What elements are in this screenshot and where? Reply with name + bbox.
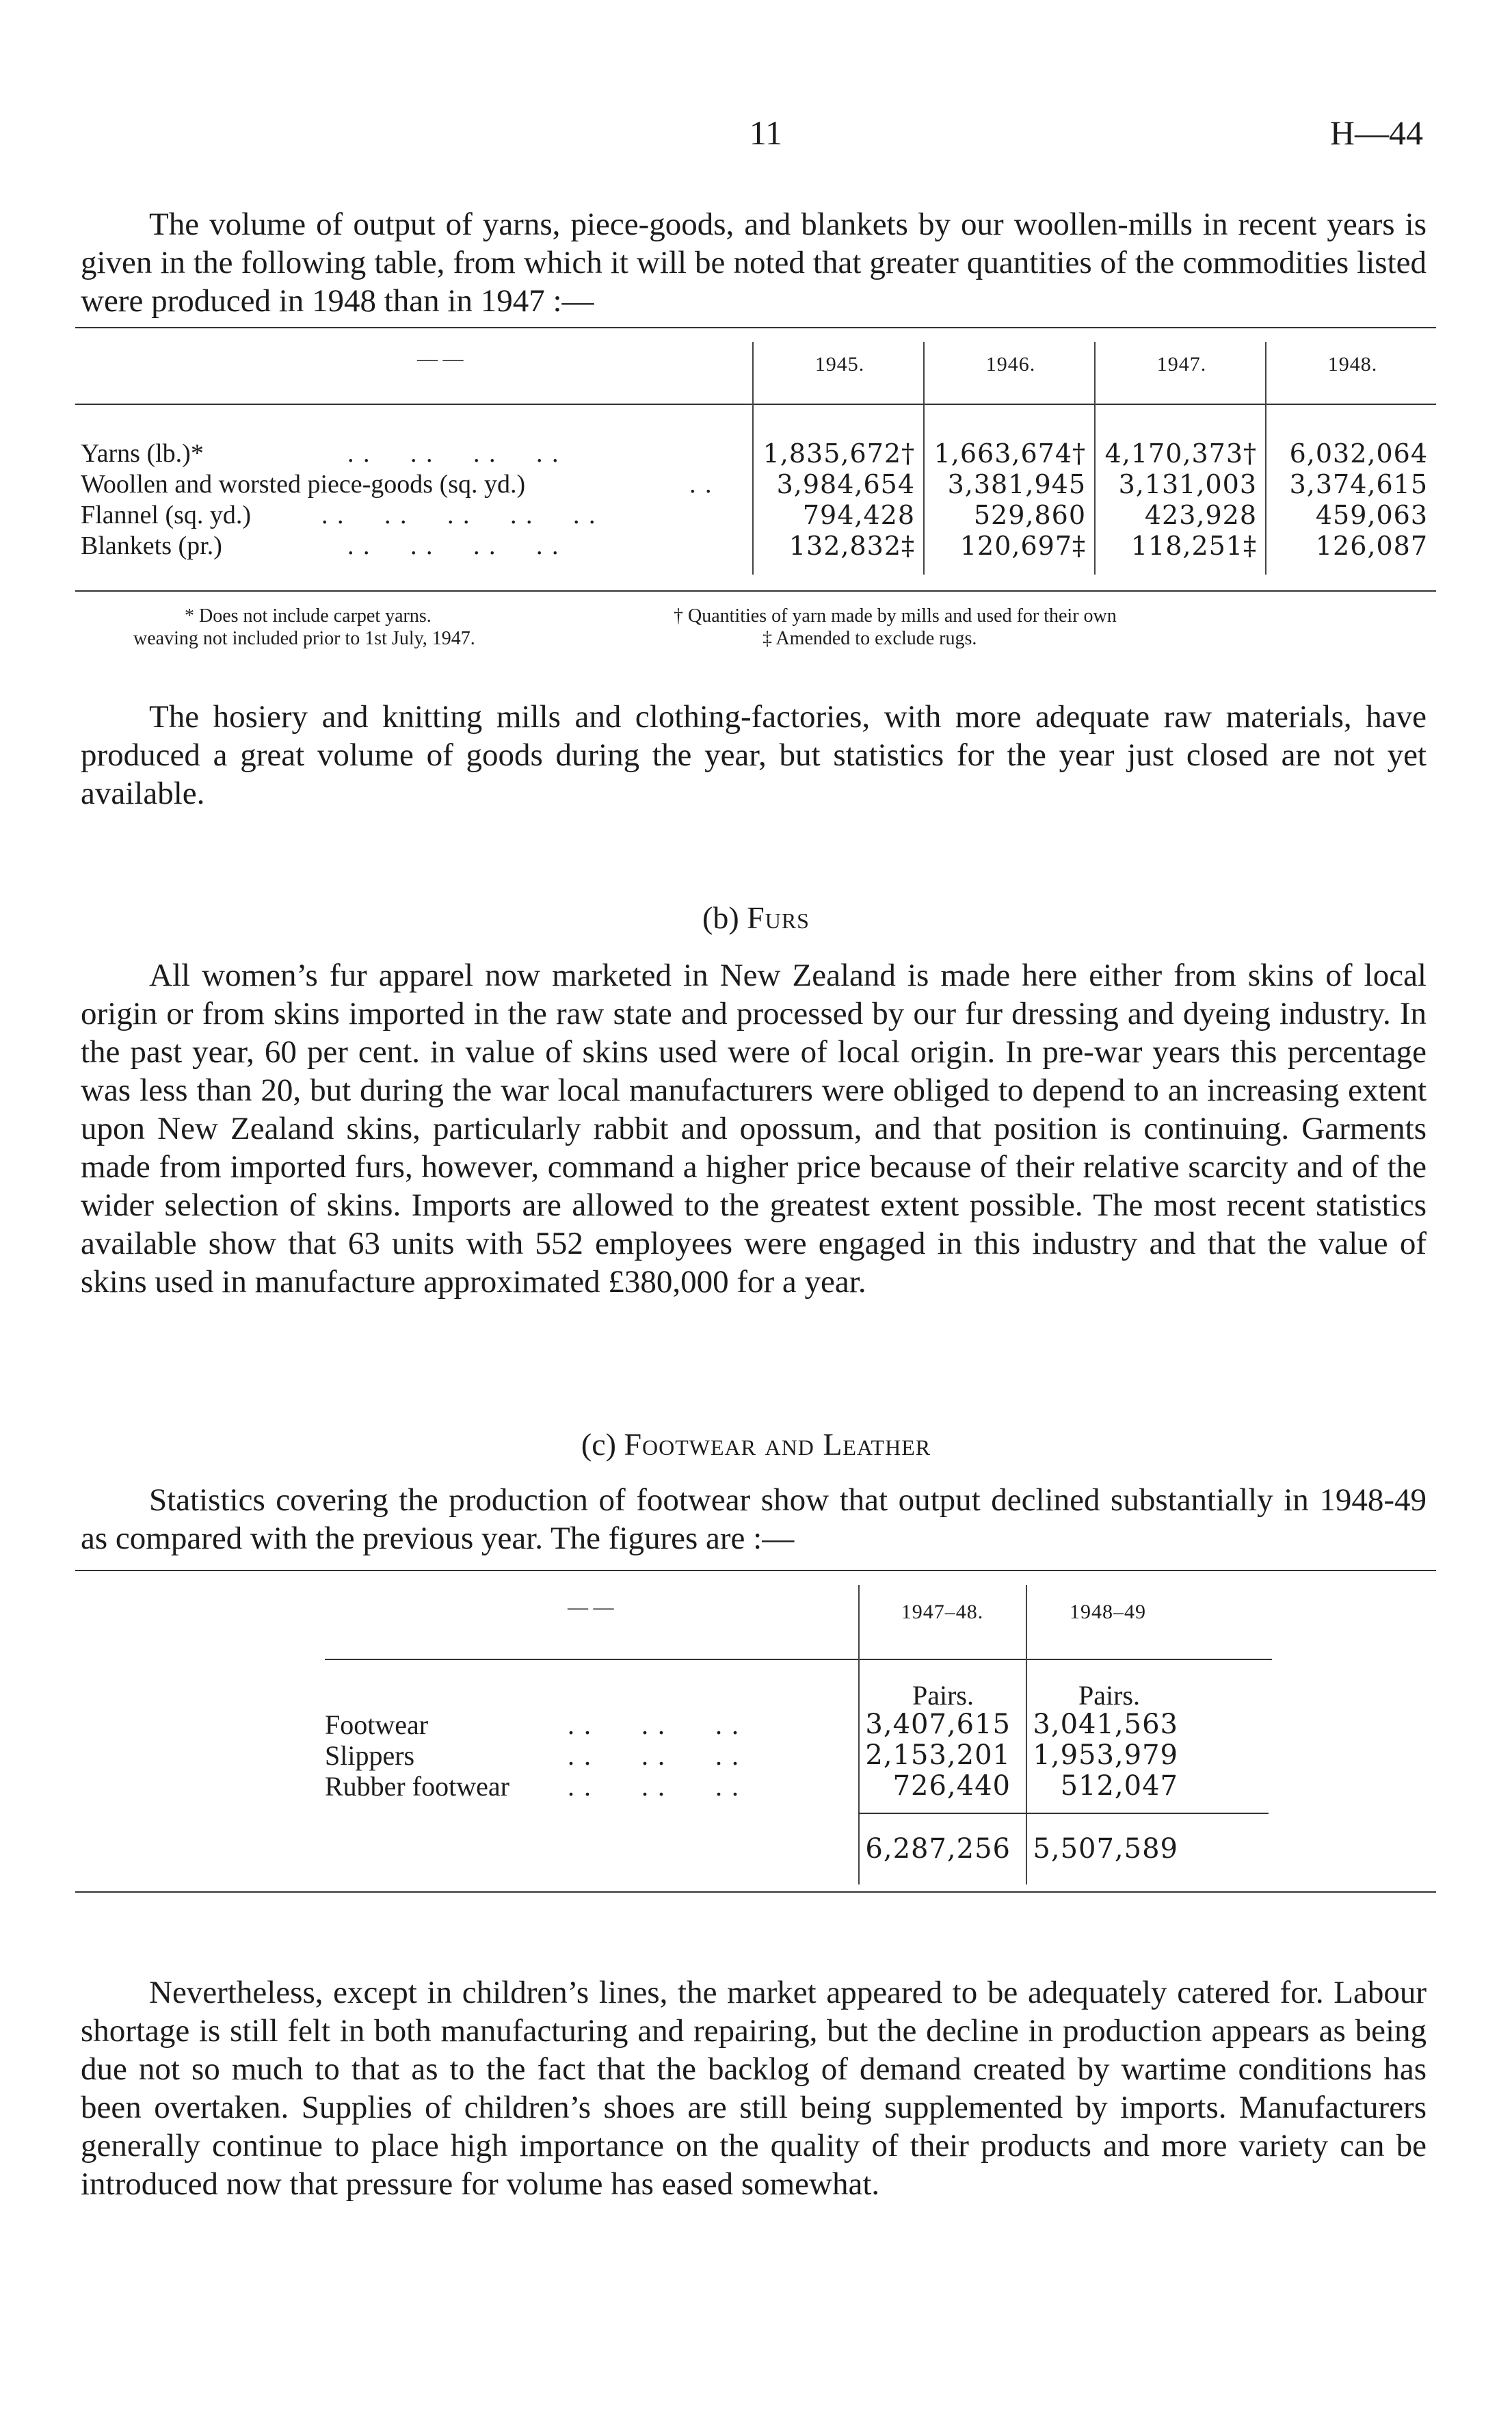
- total-cell: 5,507,589: [1033, 1833, 1178, 1865]
- table-cell: 4,170,373†: [1104, 438, 1257, 469]
- table-cell: 794,428: [802, 500, 915, 530]
- leader-dots: . . . . . .: [568, 1740, 740, 1771]
- table-cell: 132,832‡: [788, 531, 915, 561]
- total-cell: 6,287,256: [865, 1833, 1011, 1865]
- column-header-1947-48: 1947–48.: [901, 1601, 984, 1623]
- leader-dots: . . . . . .: [568, 1709, 740, 1740]
- table-cell: 3,374,615: [1289, 469, 1428, 499]
- row-label-woollen-worsted: Woollen and worsted piece-goods (sq. yd.): [81, 470, 526, 499]
- footnote-carpet-yarns: * Does not include carpet yarns.: [185, 605, 432, 627]
- leader-dots: . . . . . . . . . .: [321, 501, 597, 529]
- woollen-output-table: [75, 327, 1436, 594]
- column-divider: [858, 1585, 860, 1884]
- table-blank-header: — —: [417, 347, 464, 370]
- table-cell: 3,381,945: [947, 469, 1086, 499]
- table-top-rule: [75, 327, 1436, 328]
- hosiery-paragraph: The hosiery and knitting mills and clothing-factories, with more adequate raw materials, have produced a great volume of goods during the year, but statistics for the year just closed are not yet available.: [81, 699, 1427, 811]
- table-cell: 1,663,674†: [933, 438, 1086, 469]
- table-bottom-rule: [75, 590, 1436, 592]
- section-prefix: (b): [702, 900, 739, 935]
- footnote-amended-rugs: ‡ Amended to exclude rugs.: [762, 628, 977, 649]
- column-divider: [1265, 342, 1266, 575]
- page-number: 11: [749, 114, 783, 152]
- table-cell: 3,131,003: [1118, 469, 1257, 499]
- table-cell: 3,041,563: [1033, 1709, 1178, 1740]
- footwear-heading: [0, 1426, 1512, 1462]
- section-prefix: (c): [581, 1427, 616, 1462]
- leader-dots: . .: [689, 470, 713, 499]
- table-cell: 512,047: [1060, 1770, 1178, 1802]
- row-label-footwear: Footwear: [325, 1709, 429, 1740]
- column-header-1945: 1945.: [814, 353, 865, 376]
- column-divider: [1026, 1585, 1027, 1884]
- table-header-rule: [75, 404, 1436, 405]
- table-cell: 6,032,064: [1289, 438, 1428, 469]
- leader-dots: . . . . . .: [568, 1771, 740, 1802]
- leader-dots: . . . . . . . .: [347, 531, 560, 560]
- leader-dots: . . . . . . . .: [347, 439, 560, 468]
- table-blank-header: — —: [568, 1596, 614, 1618]
- footnote-yarn-quantities: † Quantities of yarn made by mills and used for their own: [674, 605, 1117, 627]
- table-cell: 529,860: [973, 500, 1086, 530]
- closing-paragraph: Nevertheless, except in children’s lines, the market appeared to be adequately catered for. Labour shortage is still felt in both manufacturing and repairing, but the decline in production appears as being due not so much to that as to the fact that the backlog of demand created by wartime conditions has been overtaken. Supplies of children’s shoes are still being supplemented by imports. Manufacturers generally continue to place high importance on the quality of their products and more variety can be introduced now that pressure for volume has eased somewhat.: [81, 1975, 1427, 2202]
- row-label-blankets: Blankets (pr.): [81, 531, 222, 560]
- row-label-yarns: Yarns (lb.)*: [81, 439, 204, 468]
- column-header-1946: 1946.: [985, 353, 1036, 376]
- document-reference: H—44: [1329, 114, 1423, 152]
- table-cell: 1,953,979: [1033, 1739, 1178, 1771]
- table-cell: 3,407,615: [865, 1709, 1011, 1740]
- table-cell: 120,697‡: [959, 531, 1086, 561]
- row-label-slippers: Slippers: [325, 1740, 415, 1771]
- table-cell: 2,153,201: [865, 1739, 1011, 1771]
- table-header-rule: [325, 1659, 1272, 1660]
- table-top-rule: [75, 1570, 1436, 1571]
- row-label-rubber-footwear: Rubber footwear: [325, 1771, 509, 1802]
- table-cell: 3,984,654: [776, 469, 915, 499]
- column-header-1948-49: 1948–49: [1070, 1601, 1146, 1623]
- column-header-1947: 1947.: [1156, 353, 1207, 376]
- column-divider: [923, 342, 925, 575]
- table-cell: 126,087: [1315, 531, 1428, 561]
- table-cell: 459,063: [1315, 500, 1428, 530]
- unit-label-pairs: Pairs.: [912, 1680, 974, 1711]
- table-cell: 118,251‡: [1130, 531, 1257, 561]
- row-label-flannel: Flannel (sq. yd.): [81, 501, 252, 529]
- column-divider: [752, 342, 754, 575]
- table-cell: 726,440: [892, 1770, 1011, 1802]
- table-cell: 1,835,672†: [762, 438, 915, 469]
- table-cell: 423,928: [1144, 500, 1257, 530]
- section-title: Furs: [747, 900, 810, 935]
- column-divider: [1094, 342, 1096, 575]
- totals-rule: [858, 1813, 1269, 1814]
- footwear-paragraph: Statistics covering the production of footwear show that output declined substantially in 1948-49 as compared with the previous year. The figures are :—: [81, 1482, 1427, 1556]
- furs-heading: [0, 899, 1512, 936]
- unit-label-pairs: Pairs.: [1078, 1680, 1140, 1711]
- intro-paragraph: The volume of output of yarns, piece-goods, and blankets by our woollen-mills in recent years is given in the following table, from which it will be noted that greater quantities of the commodities listed were produced in 1948 than in 1947 :—: [81, 207, 1427, 319]
- section-title: Footwear and Leather: [624, 1427, 931, 1462]
- table-bottom-rule: [75, 1891, 1436, 1893]
- column-header-1948: 1948.: [1327, 353, 1378, 376]
- footwear-output-table: [75, 1570, 1436, 1915]
- footnote-weaving: weaving not included prior to 1st July, 1947.: [133, 628, 475, 649]
- furs-paragraph: All women’s fur apparel now marketed in New Zealand is made here either from skins of local origin or from skins imported in the raw state and processed by our fur dressing and dyeing industry. In the past year, 60 per cent. in value of skins used were of local origin. In pre-war years this percentage was less than 20, but during the war local manufacturers were obliged to depend to an increasing extent upon New Zealand skins, particularly rabbit and opossum, and that position is continuing. Garments made from imported furs, however, command a higher price because of their relative scarcity and of the wider selection of skins. Imports are allowed to the greatest extent possible. The most recent statistics available show that 63 units with 552 employees were engaged in this industry and that the value of skins used in manufacture approximated £380,000 for a year.: [81, 958, 1427, 1300]
